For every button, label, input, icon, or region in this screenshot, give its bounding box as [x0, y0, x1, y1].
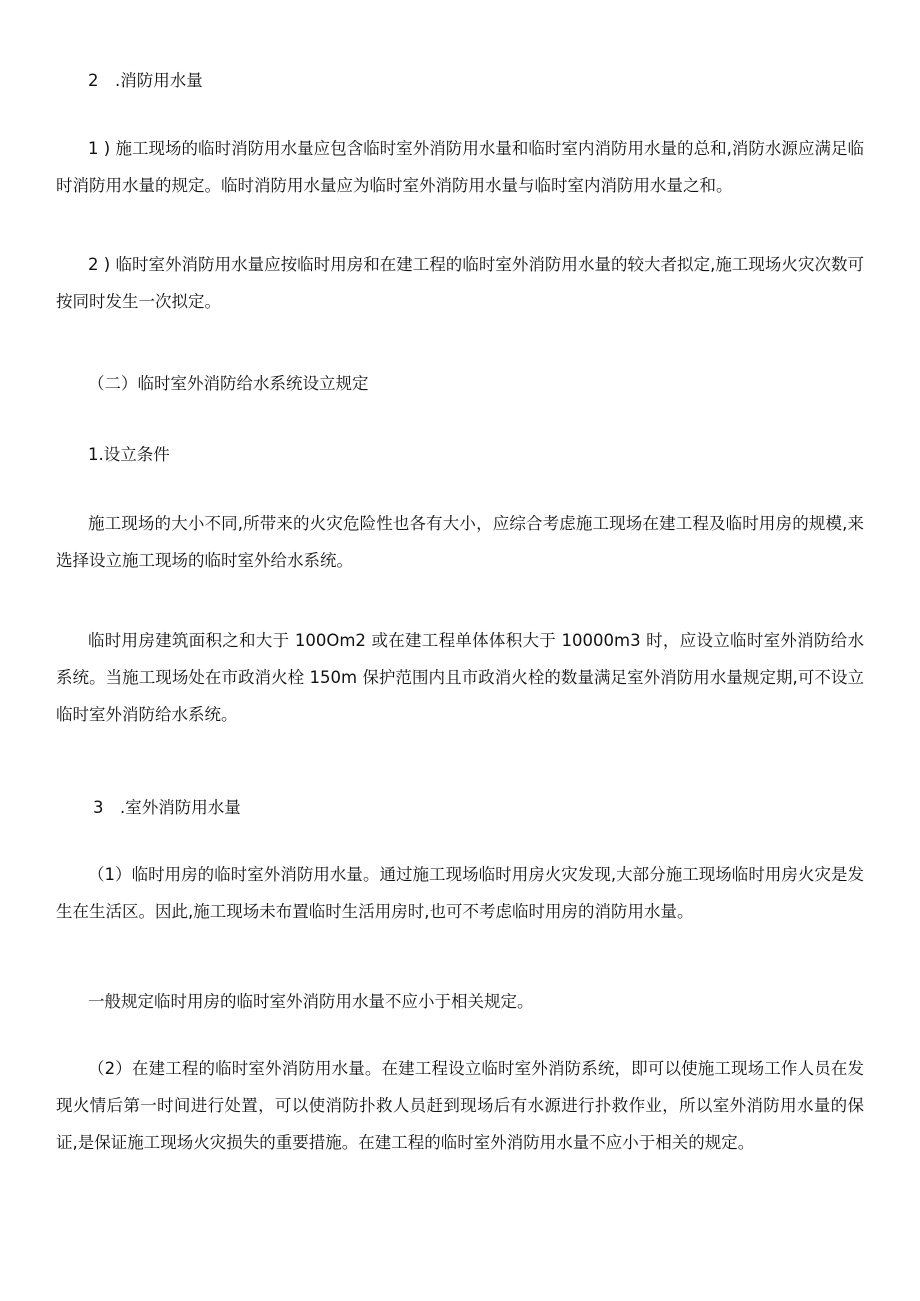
subheading-setup-conditions: 1.设立条件	[88, 445, 170, 464]
paragraph-outdoor-water-demand: 2 ) 临时室外消防用水量应按临时用房和在建工程的临时室外消防用水量的较大者拟定,施工现场火灾次数可按同时发生一次拟定。	[56, 255, 864, 311]
paragraph-building-under-construction: （2）在建工程的临时室外消防用水量。在建工程设立临时室外消防系统，即可以使施工现场工作人员在发现火情后第一时间进行处置，可以使消防扑救人员赶到现场后有水源进行扑救作业，所以室外消防用水量的保证,是保证施工现场火灾损失的重要措施。在建工程的临时室外消防用水量不应小于相关的规定。	[56, 1059, 864, 1152]
paragraph-site-scale: 施工现场的大小不同,所带来的火灾危险性也各有大小，应综合考虑施工现场在建工程及临时用房的规模,来选择设立施工现场的临时室外给水系统。	[56, 514, 864, 570]
section-heading-outdoor-water: 3 .室外消防用水量	[93, 798, 241, 817]
paragraph-total-water-demand: 1 ) 施工现场的临时消防用水量应包含临时室外消防用水量和临时室内消防用水量的总和,消防水源应满足临时消防用水量的规定。临时消防用水量应为临时室外消防用水量与临时室内消防用水量之和。	[56, 139, 864, 195]
section-heading-outdoor-system: （二）临时室外消防给水系统设立规定	[88, 374, 369, 393]
paragraph-general-rule: 一般规定临时用房的临时室外消防用水量不应小于相关规定。	[88, 992, 534, 1011]
paragraph-temporary-housing: （1）临时用房的临时室外消防用水量。通过施工现场临时用房火灾发现,大部分施工现场临时用房火灾是发生在生活区。因此,施工现场未布置临时生活用房时,也可不考虑临时用房的消防用水量。	[56, 865, 864, 921]
paragraph-area-threshold: 临时用房建筑面积之和大于 100Om2 或在建工程单体体积大于 10000m3 时，应设立临时室外消防给水系统。当施工现场处在市政消火栓 150m 保护范围内且市政消火栓的数量满足室外消防用水量规定期,可不设立临时室外消防给水系统。	[56, 631, 864, 724]
section-heading-fire-water: 2 .消防用水量	[88, 71, 203, 90]
